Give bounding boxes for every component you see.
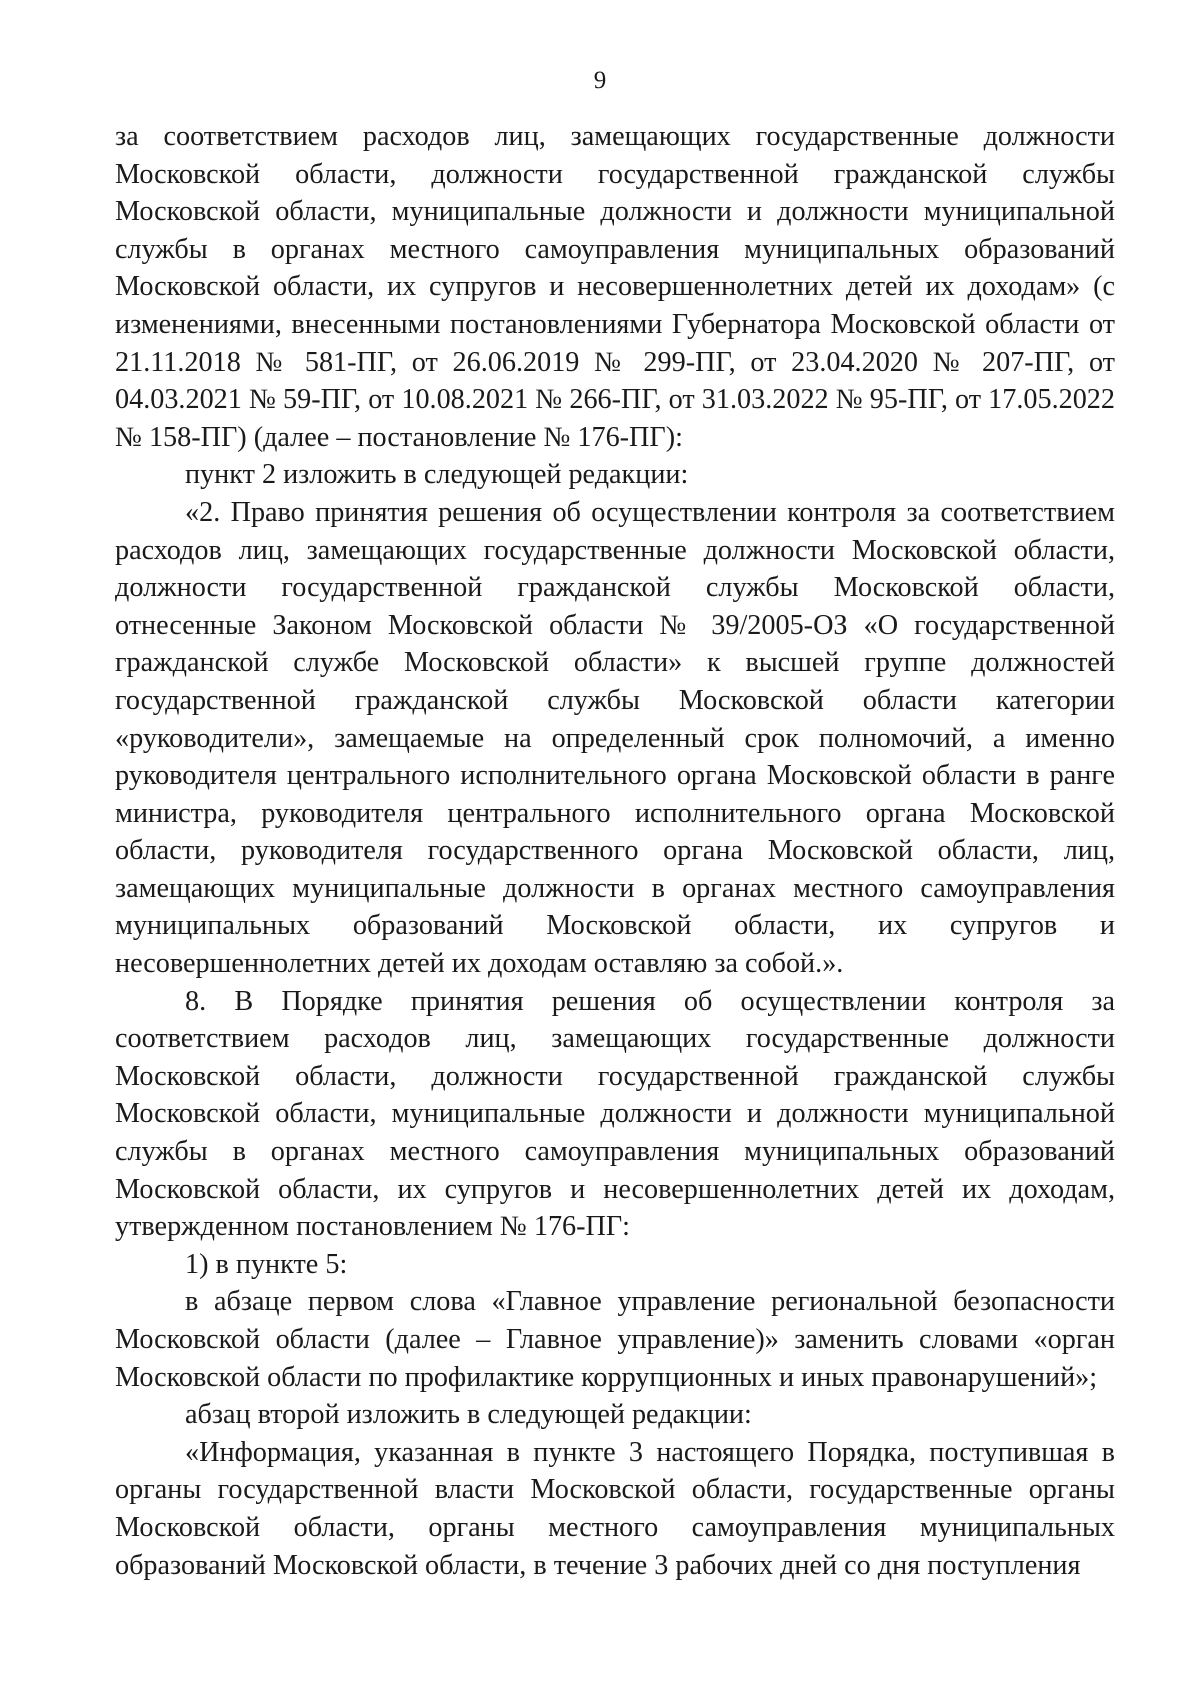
- paragraph-item-8: 8. В Порядке принятия решения об осуществлении контроля за соответствием расходов лиц, замещающих государственные должности Московской области, должности государственной гражданской службы Московской области, муниципальные должности и должности муниципальной службы в органах местного самоуправления муниципальных образований Московской области, их супругов и несовершеннолетних детей их доходам, утвержденном постановлением № 176-ПГ:: [115, 985, 1115, 1243]
- page-number: 9: [593, 67, 607, 94]
- paragraph-continuation: за соответствием расходов лиц, замещающих государственные должности Московской области, должности государственной гражданской службы Московской области, муниципальные должности и должности муниципальной службы в органах местного самоуправления муниципальных образований Московской области, их супругов и несовершеннолетних детей их доходам» (с изменениями, внесенными постановлениями Губернатора Московской области от 21.11.2018 № 581-ПГ, от 26.06.2019 № 299-ПГ, от 23.04.2020 № 207-ПГ, от 04.03.2021 № 59-ПГ, от 10.08.2021 № 266-ПГ, от 31.03.2022 № 95-ПГ, от 17.05.2022 № 158-ПГ) (далее – постановление № 176-ПГ):: [115, 121, 1115, 453]
- document-body: [115, 118, 1115, 1584]
- paragraph-point-2-instruction: пункт 2 изложить в следующей редакции:: [185, 459, 689, 491]
- paragraph-subitem-1: 1) в пункте 5:: [185, 1248, 348, 1280]
- paragraph-first-abzac-change: в абзаце первом слова «Главное управление региональной безопасности Московской области (далее – Главное управление)» заменить словами «орган Московской области по профилактике коррупционных и иных правонарушений»;: [115, 1286, 1115, 1393]
- paragraph-point-2-text: «2. Право принятия решения об осуществлении контроля за соответствием расходов лиц, замещающих государственные должности Московской области, должности государственной гражданской службы Московской области, отнесенные Законом Московской области № 39/2005-ОЗ «О государственной гражданской службе Московской области» к высшей группе должностей государственной гражданской службы Московской области категории «руководители», замещаемые на определенный срок полномочий, а именно руководителя центрального исполнительного органа Московской области в ранге министра, руководителя центрального исполнительного органа Московской области, руководителя государственного органа Московской области, лиц, замещающих муниципальные должности в органах местного самоуправления муниципальных образований Московской области, их супругов и несовершеннолетних детей их доходам оставляю за собой.».: [115, 496, 1115, 980]
- paragraph-second-abzac-text: «Информация, указанная в пункте 3 настоящего Порядка, поступившая в органы государственной власти Московской области, государственные органы Московской области, органы местного самоуправления муниципальных образований Московской области, в течение 3 рабочих дней со дня поступления: [115, 1436, 1115, 1581]
- paragraph-second-abzac-instruction: абзац второй изложить в следующей редакции:: [185, 1399, 752, 1431]
